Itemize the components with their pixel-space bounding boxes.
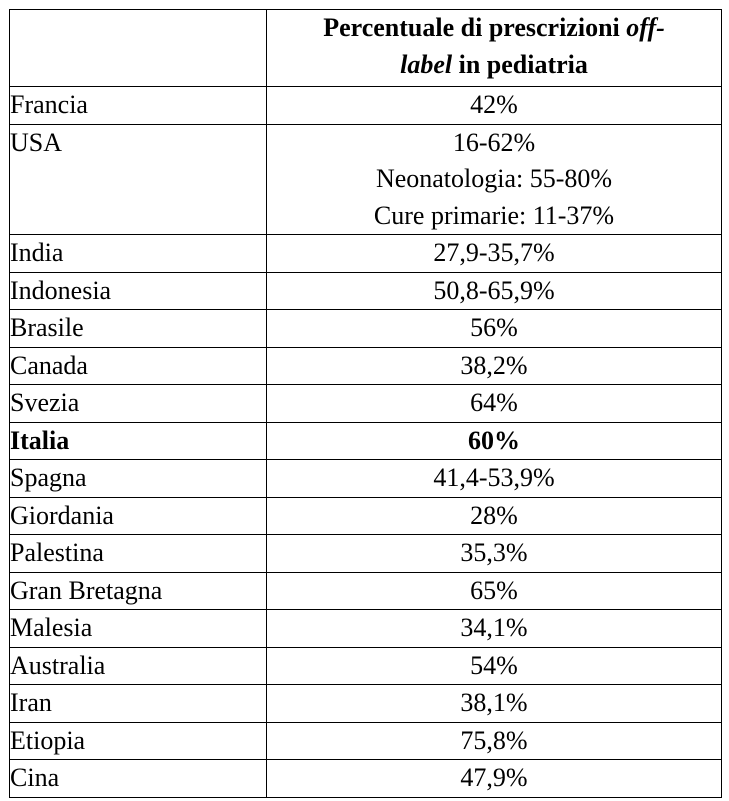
percentage-value: 27,9-35,7% [433,238,555,267]
country-cell: Palestina [10,535,267,573]
percentage-cell [267,235,722,273]
percentage-cell [267,610,722,648]
country-cell: Malesia [10,610,267,648]
table-row [10,460,722,498]
country-cell: Australia [10,647,267,685]
off-label-prescriptions-table [9,9,722,798]
percentage-cell [267,460,722,498]
percentage-value: 35,3% [460,538,528,567]
country-cell: Iran [10,685,267,723]
country-cell: Giordania [10,497,267,535]
header-text-part1: Percentuale di prescrizioni [323,13,627,42]
percentage-value: 38,2% [460,350,528,380]
table-row [10,610,722,648]
header-percentage-cell [267,10,722,87]
table-row [10,87,722,125]
percentage-value: 34,1% [460,613,528,642]
country-cell: Canada [10,347,267,385]
percentage-value: 38,1% [460,688,528,717]
table-row [10,497,722,535]
table-row [10,235,722,273]
header-row [10,10,722,87]
percentage-value: Neonatologia: 55-80% [375,164,613,193]
country-cell: Etiopia [10,722,267,760]
percentage-value: 65% [470,575,518,605]
percentage-value: 47,9% [460,763,528,792]
percentage-cell [267,385,722,423]
percentage-cell [267,647,722,685]
percentage-value: 75,8% [460,725,528,755]
header-italic-part1: off- [626,13,665,42]
country-cell: Spagna [10,460,267,498]
percentage-cell [267,497,722,535]
table-row [10,124,722,235]
percentage-cell [267,310,722,348]
country-cell: Cina [10,760,267,798]
percentage-cell [267,272,722,310]
percentage-value: 56% [470,313,518,342]
percentage-value: 54% [470,650,518,680]
country-cell: Francia [10,87,267,125]
percentage-cell [267,535,722,573]
table-row [10,347,722,385]
table-row [10,760,722,798]
country-cell: India [10,235,267,273]
table-row [10,385,722,423]
country-cell: USA [10,124,267,235]
table-row [10,535,722,573]
percentage-cell [267,347,722,385]
header-text-part2: in pediatria [452,49,588,79]
percentage-value: Cure primarie: 11-37% [373,200,615,230]
table-row [10,310,722,348]
percentage-cell [267,87,722,125]
percentage-value: 50,8-65,9% [433,275,555,305]
percentage-value: 64% [470,388,518,417]
header-country-cell [10,10,267,87]
table-row [10,272,722,310]
country-cell: Svezia [10,385,267,423]
percentage-cell [267,760,722,798]
table-row [10,422,722,460]
percentage-value: 60% [468,425,520,455]
country-cell: Italia [10,422,267,460]
percentage-cell [267,685,722,723]
country-cell: Gran Bretagna [10,572,267,610]
percentage-cell [267,572,722,610]
header-line-2 [267,47,721,84]
table-row [10,572,722,610]
table-body [10,87,722,798]
percentage-value: 41,4-53,9% [433,463,555,492]
percentage-value: 28% [470,500,518,530]
percentage-value: 16-62% [452,127,536,157]
percentage-value: 42% [470,90,518,119]
percentage-cell [267,124,722,235]
table-row [10,722,722,760]
table-row [10,685,722,723]
header-line-1 [267,10,721,47]
header-italic-part2: label [400,49,453,79]
percentage-cell [267,422,722,460]
country-cell: Brasile [10,310,267,348]
percentage-cell [267,722,722,760]
country-cell: Indonesia [10,272,267,310]
table-row [10,647,722,685]
